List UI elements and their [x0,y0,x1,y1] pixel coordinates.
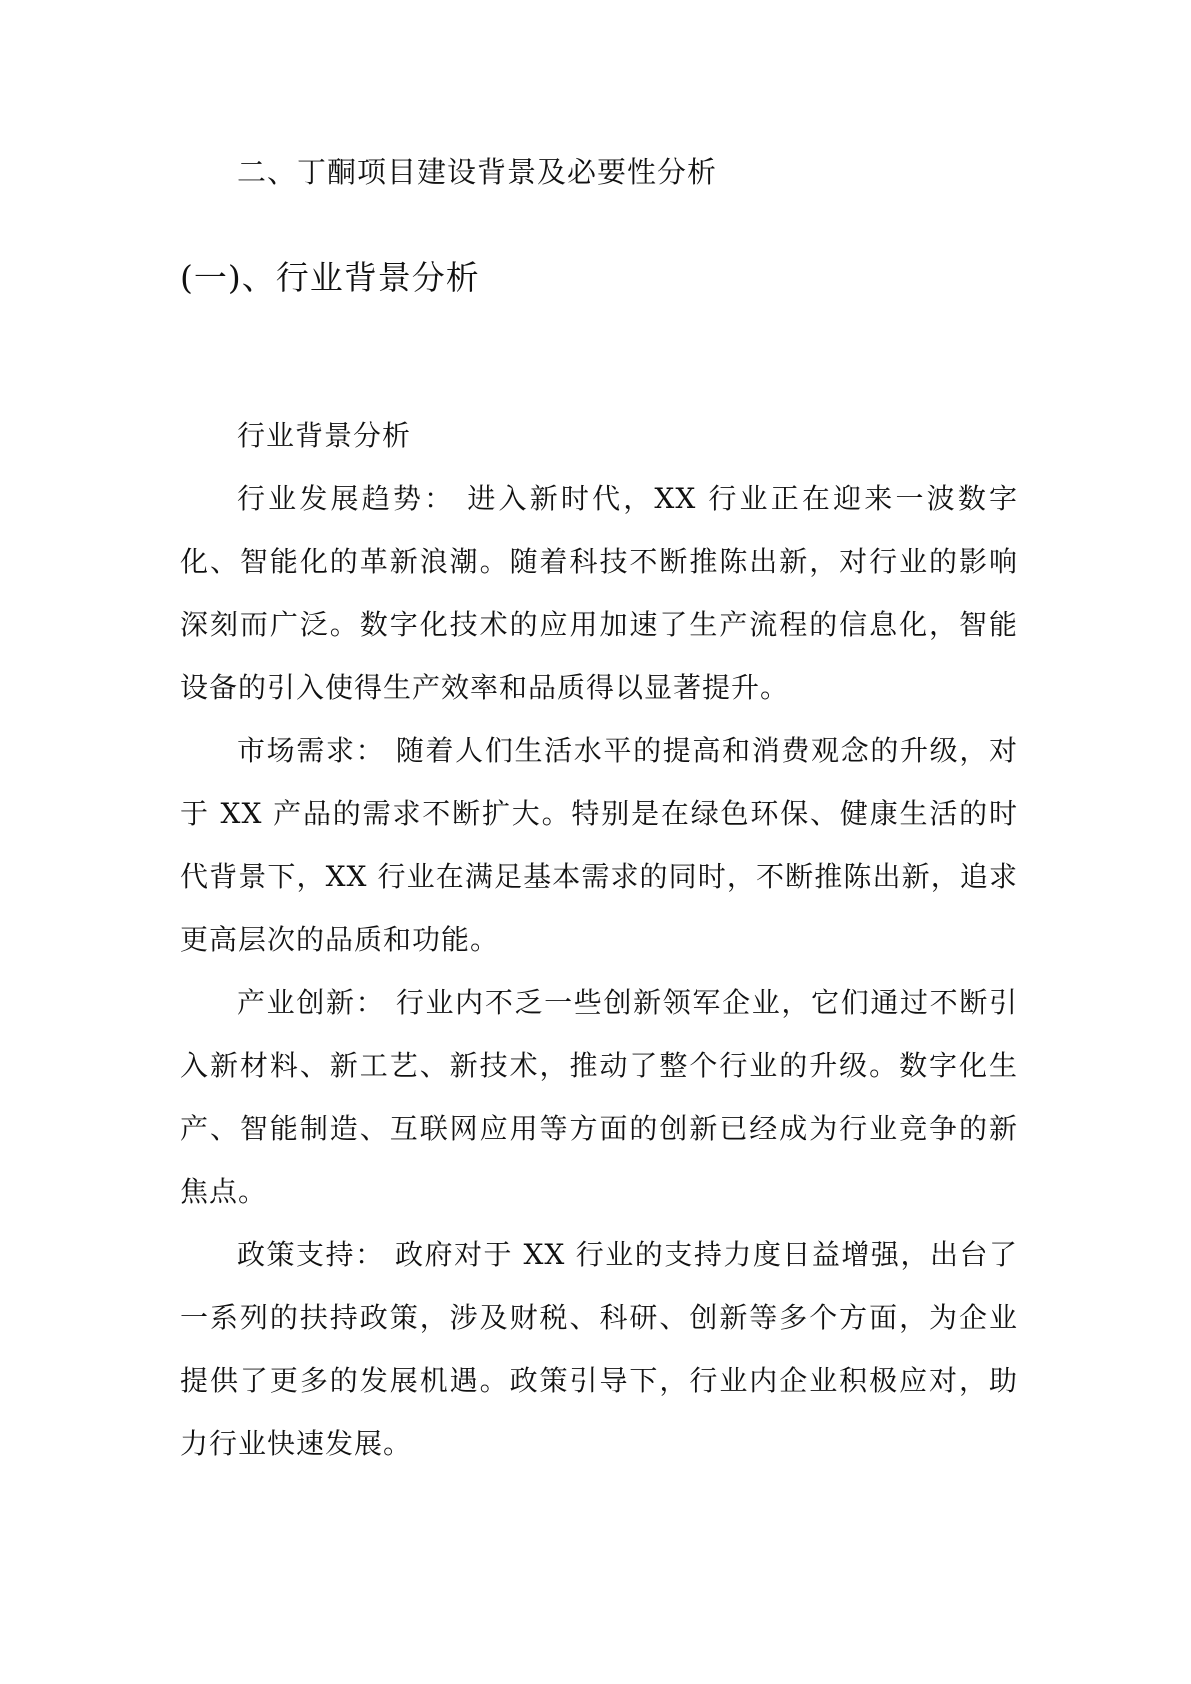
subheading: 行业背景分析 [237,419,412,452]
body-text [180,404,1018,1475]
chapter-title: 二、丁酮项目建设背景及必要性分析 [237,155,718,189]
paragraph-industry-trend: 行业发展趋势： 进入新时代，XX 行业正在迎来一波数字化、智能化的革新浪潮。随着科技不断推陈出新，对行业的影响深刻而广泛。数字化技术的应用加速了生产流程的信息化，智能设备的引入使得生产效率和品质得以显著提升。 [180,482,1018,704]
paragraph-industry-innovation: 产业创新： 行业内不乏一些创新领军企业，它们通过不断引入新材料、新工艺、新技术，推动了整个行业的升级。数字化生产、智能制造、互联网应用等方面的创新已经成为行业竞争的新焦点。 [180,986,1018,1208]
paragraph-policy-support: 政策支持： 政府对于 XX 行业的支持力度日益增强，出台了一系列的扶持政策，涉及财税、科研、创新等多个方面，为企业提供了更多的发展机遇。政策引导下，行业内企业积极应对，助力行业快速发展。 [180,1238,1018,1460]
section-title: (一)、行业背景分析 [180,258,480,297]
paragraph-market-demand: 市场需求： 随着人们生活水平的提高和消费观念的升级，对于 XX 产品的需求不断扩大。特别是在绿色环保、健康生活的时代背景下，XX 行业在满足基本需求的同时，不断推陈出新，追求更高层次的品质和功能。 [180,734,1018,956]
